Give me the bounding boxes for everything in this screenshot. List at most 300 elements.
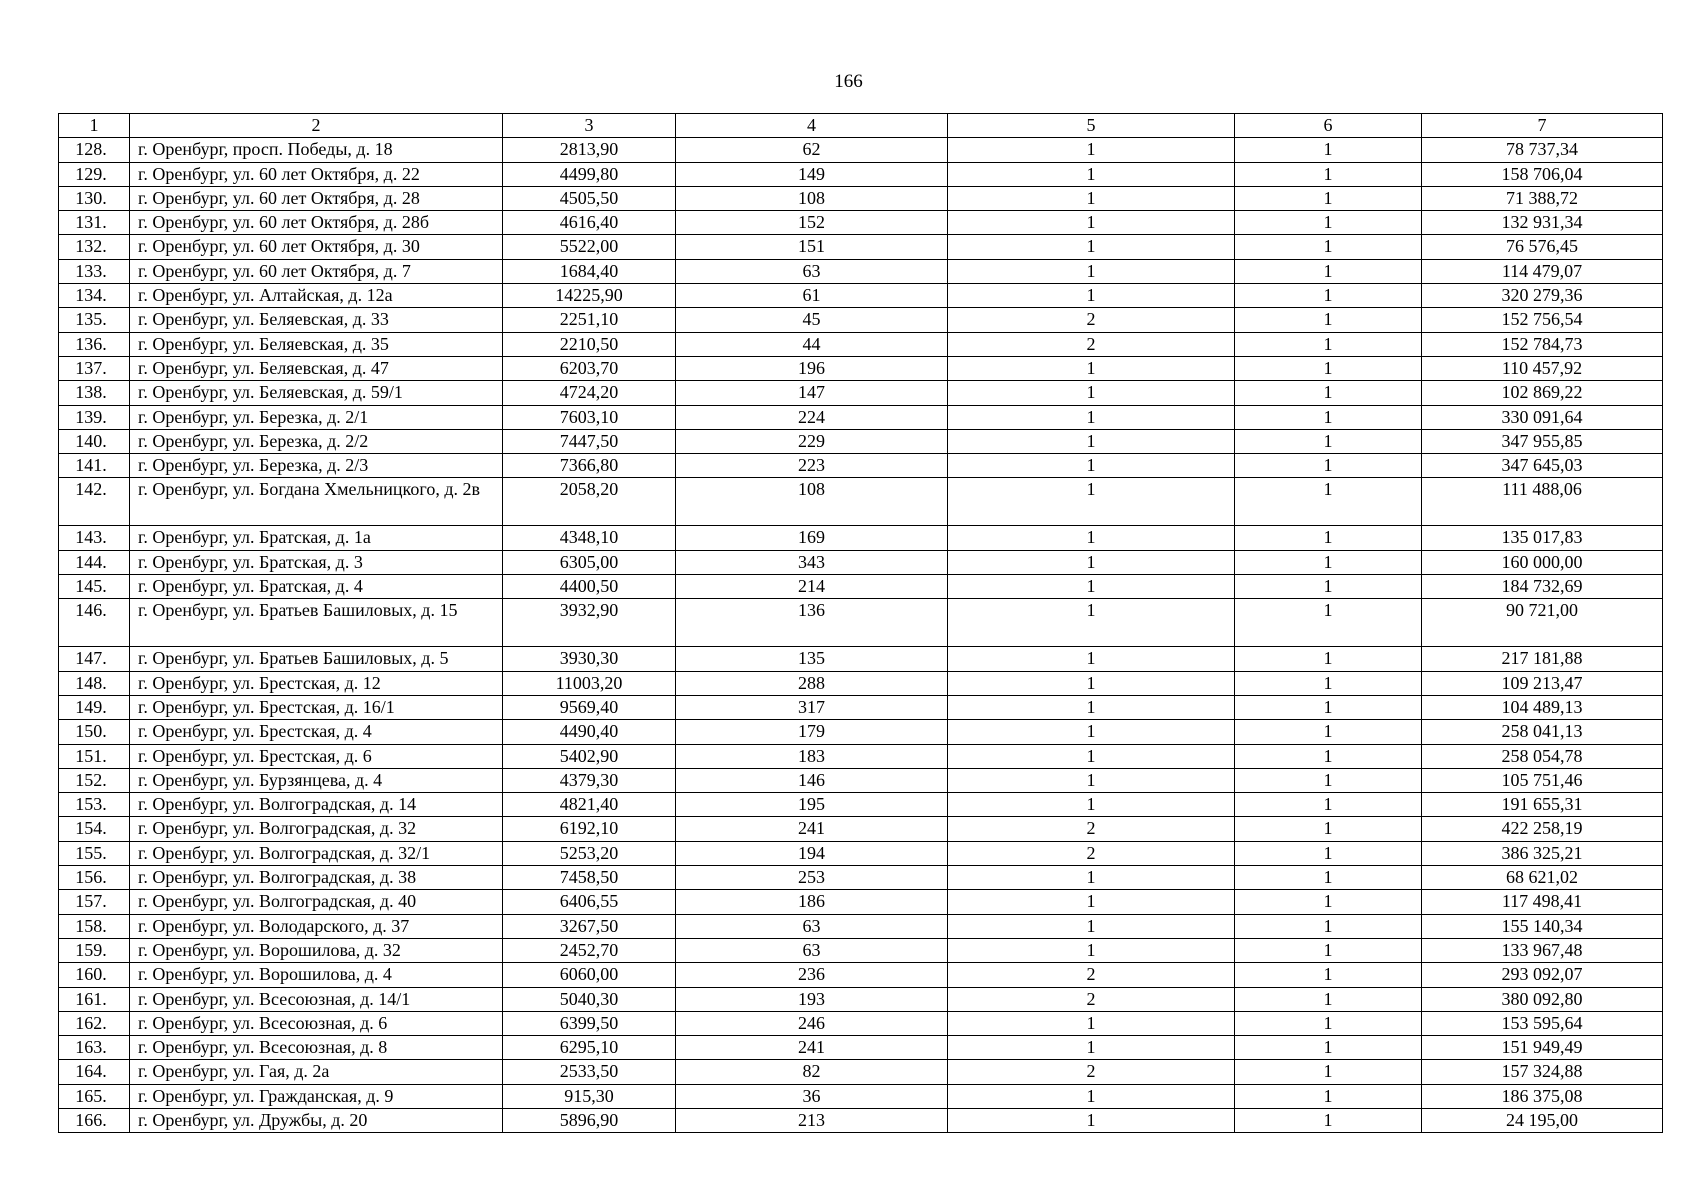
table-row: [59, 429, 1663, 453]
cell-row-number: 155.: [59, 841, 130, 865]
cell-amount: 78 737,34: [1422, 138, 1663, 162]
cell-count-5: 2: [948, 987, 1235, 1011]
cell-address: г. Оренбург, ул. Володарского, д. 37: [130, 914, 503, 938]
cell-address: г. Оренбург, ул. 60 лет Октября, д. 28б: [130, 211, 503, 235]
table-row: [59, 841, 1663, 865]
cell-address: г. Оренбург, ул. Березка, д. 2/3: [130, 454, 503, 478]
cell-address: г. Оренбург, ул. Братская, д. 1а: [130, 526, 503, 550]
cell-address: г. Оренбург, ул. Березка, д. 2/2: [130, 429, 503, 453]
table-row: [59, 599, 1663, 647]
column-header: 5: [948, 114, 1235, 138]
cell-area: 2452,70: [503, 938, 676, 962]
cell-amount: 71 388,72: [1422, 186, 1663, 210]
cell-address: г. Оренбург, ул. Волгоградская, д. 38: [130, 866, 503, 890]
cell-count-5: 1: [948, 211, 1235, 235]
cell-area: 9569,40: [503, 695, 676, 719]
cell-count-4: 63: [676, 259, 948, 283]
cell-row-number: 163.: [59, 1036, 130, 1060]
cell-amount: 258 041,13: [1422, 720, 1663, 744]
cell-count-5: 1: [948, 356, 1235, 380]
cell-area: 5040,30: [503, 987, 676, 1011]
cell-count-5: 2: [948, 841, 1235, 865]
cell-count-5: 1: [948, 405, 1235, 429]
cell-amount: 347 645,03: [1422, 454, 1663, 478]
cell-row-number: 146.: [59, 599, 130, 647]
cell-area: 6203,70: [503, 356, 676, 380]
cell-row-number: 151.: [59, 744, 130, 768]
cell-count-4: 179: [676, 720, 948, 744]
table-row: [59, 1108, 1663, 1132]
cell-amount: 157 324,88: [1422, 1060, 1663, 1084]
cell-area: 4348,10: [503, 526, 676, 550]
cell-address: г. Оренбург, ул. Брестская, д. 12: [130, 671, 503, 695]
cell-count-4: 236: [676, 963, 948, 987]
cell-row-number: 128.: [59, 138, 130, 162]
cell-address: г. Оренбург, ул. Ворошилова, д. 32: [130, 938, 503, 962]
cell-count-4: 253: [676, 866, 948, 890]
cell-area: 11003,20: [503, 671, 676, 695]
column-header: 1: [59, 114, 130, 138]
cell-area: 14225,90: [503, 284, 676, 308]
table-row: [59, 1060, 1663, 1084]
cell-amount: 158 706,04: [1422, 162, 1663, 186]
cell-row-number: 142.: [59, 478, 130, 526]
table-row: [59, 1011, 1663, 1035]
cell-address: г. Оренбург, ул. 60 лет Октября, д. 28: [130, 186, 503, 210]
cell-count-5: 1: [948, 284, 1235, 308]
cell-area: 3932,90: [503, 599, 676, 647]
cell-count-4: 193: [676, 987, 948, 1011]
cell-count-6: 1: [1235, 235, 1422, 259]
cell-count-5: 1: [948, 550, 1235, 574]
cell-count-4: 183: [676, 744, 948, 768]
cell-area: 4821,40: [503, 793, 676, 817]
cell-amount: 330 091,64: [1422, 405, 1663, 429]
cell-count-4: 152: [676, 211, 948, 235]
cell-count-4: 61: [676, 284, 948, 308]
cell-count-6: 1: [1235, 793, 1422, 817]
cell-area: 7447,50: [503, 429, 676, 453]
cell-count-4: 246: [676, 1011, 948, 1035]
cell-amount: 152 756,54: [1422, 308, 1663, 332]
cell-count-5: 1: [948, 478, 1235, 526]
cell-count-6: 1: [1235, 308, 1422, 332]
cell-area: 5896,90: [503, 1108, 676, 1132]
cell-count-5: 1: [948, 671, 1235, 695]
cell-count-6: 1: [1235, 695, 1422, 719]
cell-count-4: 224: [676, 405, 948, 429]
cell-amount: 184 732,69: [1422, 575, 1663, 599]
cell-row-number: 156.: [59, 866, 130, 890]
cell-row-number: 141.: [59, 454, 130, 478]
table-row: [59, 695, 1663, 719]
cell-count-6: 1: [1235, 429, 1422, 453]
cell-count-4: 45: [676, 308, 948, 332]
cell-row-number: 137.: [59, 356, 130, 380]
table-row: [59, 793, 1663, 817]
cell-address: г. Оренбург, ул. 60 лет Октября, д. 22: [130, 162, 503, 186]
cell-count-5: 2: [948, 817, 1235, 841]
cell-amount: 114 479,07: [1422, 259, 1663, 283]
cell-area: 5253,20: [503, 841, 676, 865]
data-table: [58, 113, 1663, 1133]
table-row: [59, 671, 1663, 695]
cell-count-6: 1: [1235, 599, 1422, 647]
cell-count-4: 186: [676, 890, 948, 914]
cell-count-6: 1: [1235, 332, 1422, 356]
cell-count-5: 1: [948, 1036, 1235, 1060]
cell-count-4: 317: [676, 695, 948, 719]
cell-address: г. Оренбург, ул. Беляевская, д. 47: [130, 356, 503, 380]
cell-count-4: 135: [676, 647, 948, 671]
cell-count-5: 1: [948, 186, 1235, 210]
cell-address: г. Оренбург, ул. Всесоюзная, д. 14/1: [130, 987, 503, 1011]
cell-row-number: 132.: [59, 235, 130, 259]
cell-row-number: 133.: [59, 259, 130, 283]
cell-address: г. Оренбург, ул. Братская, д. 4: [130, 575, 503, 599]
cell-count-5: 1: [948, 599, 1235, 647]
cell-row-number: 166.: [59, 1108, 130, 1132]
table-row: [59, 1084, 1663, 1108]
cell-amount: 68 621,02: [1422, 866, 1663, 890]
cell-row-number: 147.: [59, 647, 130, 671]
cell-area: 6399,50: [503, 1011, 676, 1035]
cell-area: 4499,80: [503, 162, 676, 186]
column-header: 4: [676, 114, 948, 138]
cell-count-5: 1: [948, 914, 1235, 938]
cell-amount: 191 655,31: [1422, 793, 1663, 817]
cell-area: 2813,90: [503, 138, 676, 162]
cell-count-6: 1: [1235, 744, 1422, 768]
table-row: [59, 768, 1663, 792]
cell-amount: 104 489,13: [1422, 695, 1663, 719]
cell-amount: 111 488,06: [1422, 478, 1663, 526]
cell-amount: 151 949,49: [1422, 1036, 1663, 1060]
cell-row-number: 149.: [59, 695, 130, 719]
cell-amount: 386 325,21: [1422, 841, 1663, 865]
table-row: [59, 186, 1663, 210]
cell-count-6: 1: [1235, 526, 1422, 550]
cell-address: г. Оренбург, ул. Брестская, д. 6: [130, 744, 503, 768]
cell-area: 4724,20: [503, 381, 676, 405]
cell-amount: 153 595,64: [1422, 1011, 1663, 1035]
cell-count-4: 343: [676, 550, 948, 574]
cell-count-5: 1: [948, 575, 1235, 599]
cell-area: 6192,10: [503, 817, 676, 841]
cell-count-5: 2: [948, 963, 1235, 987]
cell-amount: 132 931,34: [1422, 211, 1663, 235]
cell-area: 7603,10: [503, 405, 676, 429]
cell-count-4: 62: [676, 138, 948, 162]
cell-amount: 186 375,08: [1422, 1084, 1663, 1108]
cell-area: 6305,00: [503, 550, 676, 574]
cell-amount: 320 279,36: [1422, 284, 1663, 308]
cell-row-number: 157.: [59, 890, 130, 914]
table-body: [59, 138, 1663, 1133]
cell-count-4: 288: [676, 671, 948, 695]
cell-amount: 152 784,73: [1422, 332, 1663, 356]
cell-count-6: 1: [1235, 405, 1422, 429]
cell-count-6: 1: [1235, 1060, 1422, 1084]
cell-amount: 217 181,88: [1422, 647, 1663, 671]
cell-count-6: 1: [1235, 720, 1422, 744]
cell-count-5: 1: [948, 381, 1235, 405]
cell-count-6: 1: [1235, 478, 1422, 526]
cell-count-4: 108: [676, 478, 948, 526]
cell-address: г. Оренбург, ул. 60 лет Октября, д. 7: [130, 259, 503, 283]
cell-area: 6406,55: [503, 890, 676, 914]
cell-count-4: 108: [676, 186, 948, 210]
cell-row-number: 153.: [59, 793, 130, 817]
column-header: 6: [1235, 114, 1422, 138]
cell-count-6: 1: [1235, 841, 1422, 865]
cell-count-5: 2: [948, 332, 1235, 356]
cell-area: 2058,20: [503, 478, 676, 526]
cell-count-5: 1: [948, 744, 1235, 768]
cell-count-6: 1: [1235, 186, 1422, 210]
cell-row-number: 139.: [59, 405, 130, 429]
cell-row-number: 134.: [59, 284, 130, 308]
cell-row-number: 144.: [59, 550, 130, 574]
cell-area: 4490,40: [503, 720, 676, 744]
cell-address: г. Оренбург, ул. Братьев Башиловых, д. 15: [130, 599, 503, 647]
column-header: 3: [503, 114, 676, 138]
cell-area: 7458,50: [503, 866, 676, 890]
cell-count-4: 82: [676, 1060, 948, 1084]
cell-amount: 155 140,34: [1422, 914, 1663, 938]
cell-count-6: 1: [1235, 890, 1422, 914]
cell-address: г. Оренбург, ул. Алтайская, д. 12а: [130, 284, 503, 308]
cell-count-4: 63: [676, 938, 948, 962]
cell-count-6: 1: [1235, 914, 1422, 938]
cell-row-number: 162.: [59, 1011, 130, 1035]
cell-area: 4616,40: [503, 211, 676, 235]
cell-amount: 110 457,92: [1422, 356, 1663, 380]
cell-amount: 90 721,00: [1422, 599, 1663, 647]
cell-address: г. Оренбург, ул. Беляевская, д. 33: [130, 308, 503, 332]
cell-count-5: 1: [948, 138, 1235, 162]
cell-row-number: 143.: [59, 526, 130, 550]
table-row: [59, 575, 1663, 599]
cell-amount: 76 576,45: [1422, 235, 1663, 259]
cell-count-5: 1: [948, 454, 1235, 478]
cell-count-6: 1: [1235, 454, 1422, 478]
cell-area: 7366,80: [503, 454, 676, 478]
table-row: [59, 211, 1663, 235]
cell-amount: 24 195,00: [1422, 1108, 1663, 1132]
cell-address: г. Оренбург, ул. Брестская, д. 16/1: [130, 695, 503, 719]
table-row: [59, 405, 1663, 429]
table-row: [59, 478, 1663, 526]
cell-amount: 293 092,07: [1422, 963, 1663, 987]
cell-amount: 422 258,19: [1422, 817, 1663, 841]
column-header: 2: [130, 114, 503, 138]
cell-count-5: 1: [948, 526, 1235, 550]
cell-area: 2251,10: [503, 308, 676, 332]
cell-count-4: 241: [676, 817, 948, 841]
cell-count-4: 147: [676, 381, 948, 405]
cell-count-5: 2: [948, 308, 1235, 332]
cell-count-6: 1: [1235, 671, 1422, 695]
table-row: [59, 356, 1663, 380]
cell-address: г. Оренбург, ул. Березка, д. 2/1: [130, 405, 503, 429]
cell-count-6: 1: [1235, 259, 1422, 283]
table-row: [59, 138, 1663, 162]
cell-amount: 135 017,83: [1422, 526, 1663, 550]
cell-row-number: 148.: [59, 671, 130, 695]
cell-row-number: 145.: [59, 575, 130, 599]
cell-row-number: 159.: [59, 938, 130, 962]
cell-count-6: 1: [1235, 211, 1422, 235]
cell-address: г. Оренбург, ул. 60 лет Октября, д. 30: [130, 235, 503, 259]
cell-address: г. Оренбург, ул. Беляевская, д. 35: [130, 332, 503, 356]
cell-count-5: 1: [948, 429, 1235, 453]
cell-count-4: 136: [676, 599, 948, 647]
cell-count-4: 196: [676, 356, 948, 380]
cell-amount: 109 213,47: [1422, 671, 1663, 695]
cell-area: 4400,50: [503, 575, 676, 599]
cell-area: 1684,40: [503, 259, 676, 283]
table-row: [59, 526, 1663, 550]
cell-row-number: 138.: [59, 381, 130, 405]
table-row: [59, 284, 1663, 308]
cell-area: 6295,10: [503, 1036, 676, 1060]
cell-count-4: 194: [676, 841, 948, 865]
cell-count-5: 1: [948, 1011, 1235, 1035]
cell-count-4: 151: [676, 235, 948, 259]
cell-amount: 258 054,78: [1422, 744, 1663, 768]
cell-count-4: 146: [676, 768, 948, 792]
cell-amount: 133 967,48: [1422, 938, 1663, 962]
cell-count-4: 169: [676, 526, 948, 550]
cell-count-6: 1: [1235, 817, 1422, 841]
cell-row-number: 136.: [59, 332, 130, 356]
table-row: [59, 259, 1663, 283]
cell-count-4: 214: [676, 575, 948, 599]
cell-count-5: 1: [948, 235, 1235, 259]
cell-amount: 160 000,00: [1422, 550, 1663, 574]
cell-count-5: 1: [948, 866, 1235, 890]
cell-count-6: 1: [1235, 987, 1422, 1011]
cell-amount: 102 869,22: [1422, 381, 1663, 405]
cell-address: г. Оренбург, ул. Гая, д. 2а: [130, 1060, 503, 1084]
cell-count-6: 1: [1235, 356, 1422, 380]
table-row: [59, 720, 1663, 744]
cell-row-number: 161.: [59, 987, 130, 1011]
cell-row-number: 154.: [59, 817, 130, 841]
cell-area: 4505,50: [503, 186, 676, 210]
cell-count-4: 63: [676, 914, 948, 938]
column-header: 7: [1422, 114, 1663, 138]
cell-amount: 380 092,80: [1422, 987, 1663, 1011]
cell-row-number: 131.: [59, 211, 130, 235]
cell-address: г. Оренбург, ул. Волгоградская, д. 32/1: [130, 841, 503, 865]
cell-count-4: 241: [676, 1036, 948, 1060]
table-row: [59, 817, 1663, 841]
table-row: [59, 381, 1663, 405]
cell-address: г. Оренбург, ул. Богдана Хмельницкого, д. 2в: [130, 478, 503, 526]
cell-row-number: 130.: [59, 186, 130, 210]
table-row: [59, 963, 1663, 987]
cell-count-6: 1: [1235, 1084, 1422, 1108]
cell-area: 5402,90: [503, 744, 676, 768]
table-row: [59, 938, 1663, 962]
cell-count-4: 229: [676, 429, 948, 453]
cell-address: г. Оренбург, ул. Беляевская, д. 59/1: [130, 381, 503, 405]
cell-count-5: 1: [948, 720, 1235, 744]
cell-row-number: 158.: [59, 914, 130, 938]
table-row: [59, 454, 1663, 478]
cell-count-4: 44: [676, 332, 948, 356]
table-row: [59, 647, 1663, 671]
cell-count-6: 1: [1235, 1011, 1422, 1035]
cell-count-4: 213: [676, 1108, 948, 1132]
cell-amount: 347 955,85: [1422, 429, 1663, 453]
cell-count-6: 1: [1235, 381, 1422, 405]
cell-count-6: 1: [1235, 162, 1422, 186]
cell-address: г. Оренбург, ул. Братьев Башиловых, д. 5: [130, 647, 503, 671]
cell-row-number: 152.: [59, 768, 130, 792]
table-row: [59, 744, 1663, 768]
table-row: [59, 235, 1663, 259]
cell-count-6: 1: [1235, 938, 1422, 962]
cell-area: 5522,00: [503, 235, 676, 259]
cell-row-number: 165.: [59, 1084, 130, 1108]
cell-count-4: 223: [676, 454, 948, 478]
cell-count-5: 1: [948, 162, 1235, 186]
cell-count-5: 1: [948, 768, 1235, 792]
cell-count-6: 1: [1235, 647, 1422, 671]
cell-count-6: 1: [1235, 866, 1422, 890]
cell-row-number: 160.: [59, 963, 130, 987]
cell-address: г. Оренбург, ул. Ворошилова, д. 4: [130, 963, 503, 987]
cell-address: г. Оренбург, ул. Волгоградская, д. 32: [130, 817, 503, 841]
cell-area: 3267,50: [503, 914, 676, 938]
table-row: [59, 914, 1663, 938]
cell-count-5: 1: [948, 695, 1235, 719]
cell-count-5: 1: [948, 1108, 1235, 1132]
cell-address: г. Оренбург, ул. Всесоюзная, д. 8: [130, 1036, 503, 1060]
cell-address: г. Оренбург, ул. Брестская, д. 4: [130, 720, 503, 744]
cell-count-5: 1: [948, 647, 1235, 671]
table-header-row: [59, 114, 1663, 138]
cell-area: 915,30: [503, 1084, 676, 1108]
cell-area: 4379,30: [503, 768, 676, 792]
cell-count-5: 1: [948, 1084, 1235, 1108]
page-number: 166: [834, 71, 863, 92]
cell-address: г. Оренбург, ул. Братская, д. 3: [130, 550, 503, 574]
cell-count-6: 1: [1235, 1108, 1422, 1132]
table-row: [59, 866, 1663, 890]
cell-area: 2210,50: [503, 332, 676, 356]
cell-count-6: 1: [1235, 1036, 1422, 1060]
cell-count-6: 1: [1235, 138, 1422, 162]
cell-amount: 117 498,41: [1422, 890, 1663, 914]
cell-count-6: 1: [1235, 768, 1422, 792]
cell-row-number: 140.: [59, 429, 130, 453]
cell-count-6: 1: [1235, 963, 1422, 987]
cell-address: г. Оренбург, ул. Дружбы, д. 20: [130, 1108, 503, 1132]
cell-count-6: 1: [1235, 550, 1422, 574]
table-row: [59, 308, 1663, 332]
cell-amount: 105 751,46: [1422, 768, 1663, 792]
cell-count-6: 1: [1235, 284, 1422, 308]
cell-count-5: 1: [948, 259, 1235, 283]
cell-count-4: 36: [676, 1084, 948, 1108]
cell-count-5: 1: [948, 938, 1235, 962]
table-row: [59, 1036, 1663, 1060]
cell-count-4: 195: [676, 793, 948, 817]
